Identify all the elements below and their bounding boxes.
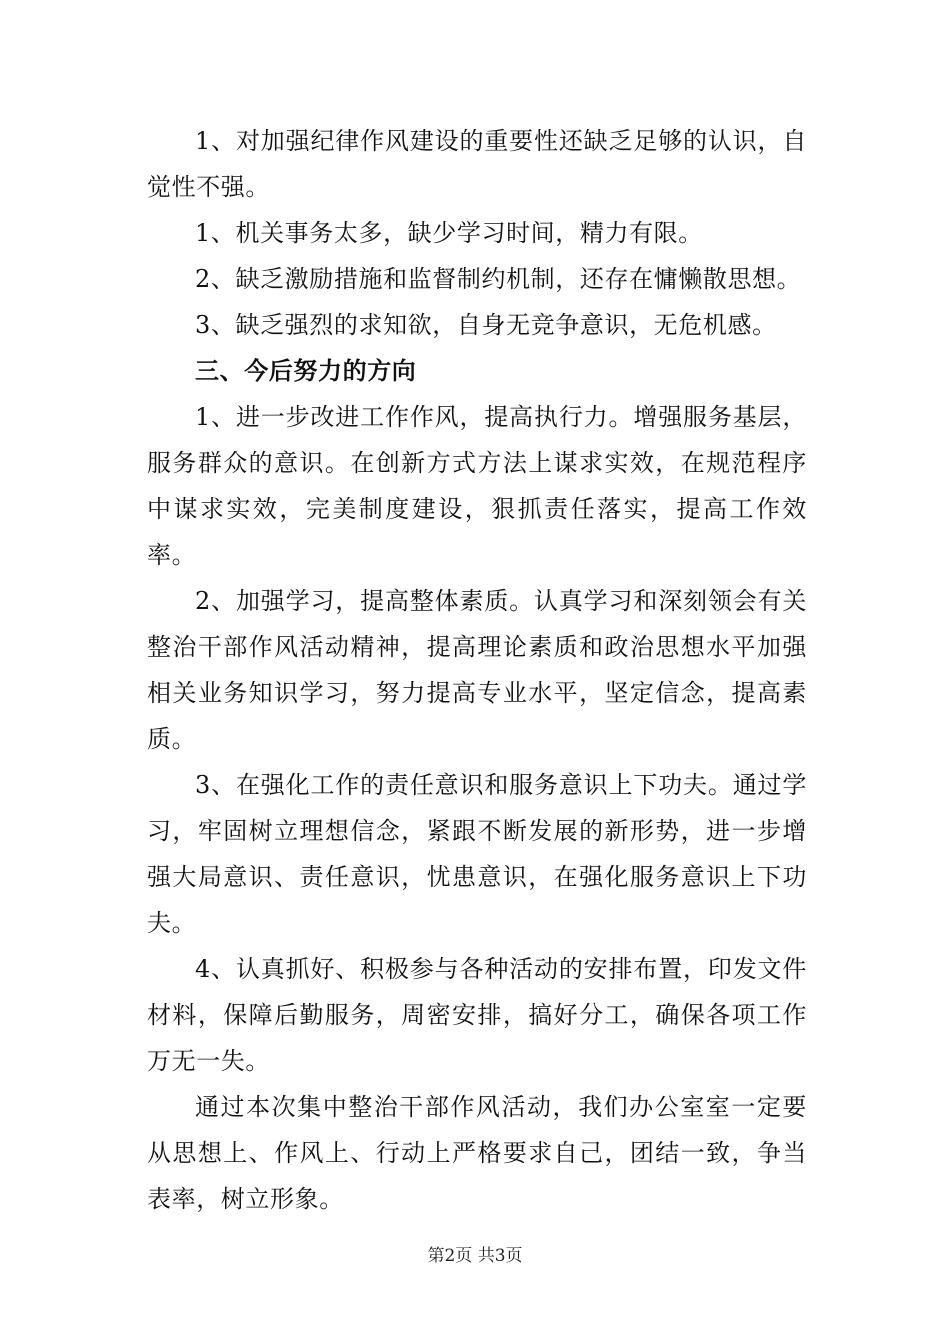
paragraph-incentives: 2、缺乏激励措施和监督制约机制，还存在慵懒散思想。 — [195, 265, 802, 293]
page-footer: 第2页 共3页 — [427, 1246, 523, 1266]
paragraph-conclusion: 通过本次集中整治干部作风活动，我们办公室室一定要从思想上、作风上、行动上严格要求自己，团结一致，争当表率，树立形象。 — [147, 1093, 807, 1213]
paragraph-responsibility: 3、在强化工作的责任意识和服务意识上下功夫。通过学习，牢固树立理想信念，紧跟不断发展的新形势，进一步增强大局意识、责任意识，忧患意识，在强化服务意识上下功夫。 — [147, 771, 807, 937]
paragraph-motivation: 3、缺乏强烈的求知欲，自身无竞争意识，无危机感。 — [195, 311, 777, 339]
paragraph-study: 2、加强学习，提高整体素质。认真学习和深刻领会有关整治干部作风活动精神，提高理论素质和政治思想水平加强相关业务知识学习，努力提高专业水平，坚定信念，提高素质。 — [147, 587, 807, 753]
paragraph-activities: 4、认真抓好、积极参与各种活动的安排布置，印发文件材料，保障后勤服务，周密安排，搞好分工，确保各项工作万无一失。 — [147, 955, 807, 1075]
document-body — [147, 118, 807, 1222]
paragraph-work-style: 1、进一步改进工作作风，提高执行力。增强服务基层，服务群众的意识。在创新方式方法上谋求实效，在规范程序中谋求实效，完美制度建设，狠抓责任落实，提高工作效率。 — [147, 403, 807, 569]
paragraph-awareness: 1、对加强纪律作风建设的重要性还缺乏足够的认识，自觉性不强。 — [147, 127, 807, 201]
section-heading-future-direction: 三、今后努力的方向 — [195, 357, 417, 385]
paragraph-affairs: 1、机关事务太多，缺少学习时间，精力有限。 — [195, 219, 703, 247]
